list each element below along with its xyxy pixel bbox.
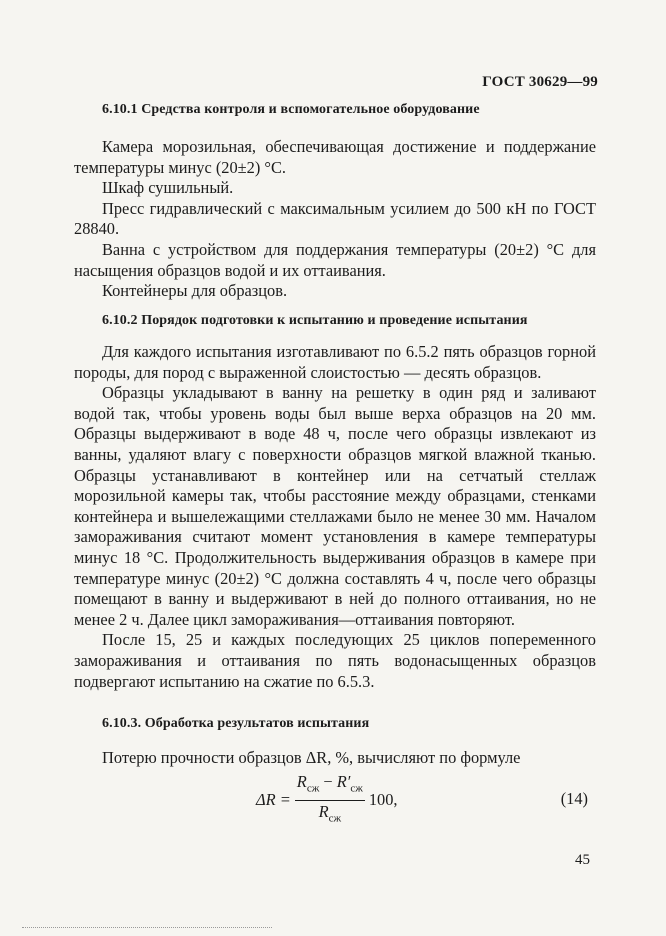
paragraph: Потерю прочности образцов ΔR, %, вычисляют по формуле <box>102 748 521 767</box>
paragraph: Образцы укладывают в ванну на решетку в один ряд и заливают водой так, чтобы уровень воды был выше верха образцов на 20 мм. Образцы выдерживают в воде 48 ч, после чего образцы извлекают из ванны, удаляют влагу с поверхности образцов мягкой влажной тканью. Образцы устанавливают в контейнер или на сетчатый стеллаж морозильной камеры так, чтобы расстояние между образцами, стенками контейнера и вышележащими стеллажами было не менее 30 мм. Началом замораживания считают момент установления в камере температуры минус 18 °С. Продолжительность выдерживания образцов в камере при температуре минус (20±2) °С должна составлять 4 ч, после чего образцы помещают в ванну и выдерживают в ней до полного оттаивания, но не менее 2 ч. Далее цикл замораживания—оттаивания повторяют. <box>74 383 596 629</box>
section-heading-6-10-3: 6.10.3. Обработка результатов испытания <box>102 716 370 731</box>
paragraph: Контейнеры для образцов. <box>102 281 288 301</box>
section-heading-6-10-2: 6.10.2 Порядок подготовки к испытанию и проведение испытания <box>102 313 528 328</box>
formula-numerator <box>295 773 365 800</box>
symbol-r: R <box>296 772 307 792</box>
standard-header: ГОСТ 30629—99 <box>482 74 598 90</box>
formula-expression <box>256 772 398 824</box>
page-number: 45 <box>575 852 590 868</box>
paragraph: Для каждого испытания изготавливают по 6.5.2 пять образцов горной породы, для пород с выраженной слоистостью — десять образцов. <box>74 342 596 382</box>
formula-fraction <box>295 773 365 827</box>
paragraph: Пресс гидравлический с максимальным усилием до 500 кН по ГОСТ 28840. <box>74 198 596 239</box>
minus-sign: − <box>319 772 337 792</box>
paragraph: Ванна с устройством для поддержания температуры (20±2) °С для насыщения образцов водой и их оттаивания. <box>74 239 596 280</box>
formula-intro <box>74 748 596 769</box>
subscript: сж <box>306 782 320 795</box>
section-body-6-10-1 <box>74 137 596 302</box>
formula-denominator <box>319 801 342 827</box>
paragraph: Камера морозильная, обеспечивающая достижение и поддержание температуры минус (20±2) °С. <box>74 137 596 177</box>
formula-factor: 100, <box>368 790 398 809</box>
subscript: сж <box>350 782 363 795</box>
subscript: сж <box>328 811 342 824</box>
symbol-r-prime: R′ <box>336 772 351 792</box>
paragraph: После 15, 25 и каждых последующих 25 циклов попеременного замораживания и оттаивания по пять водонасыщенных образцов подвергают испытанию на сжатие по 6.5.3. <box>74 630 596 691</box>
paragraph: Шкаф сушильный. <box>102 178 234 198</box>
scan-artifact <box>22 927 272 930</box>
equation-number: (14) <box>560 789 588 808</box>
formula-lhs: ΔR = <box>256 790 291 809</box>
section-body-6-10-2 <box>74 342 596 692</box>
formula-14 <box>74 772 596 824</box>
section-heading-6-10-1: 6.10.1 Средства контроля и вспомогательное оборудование <box>102 102 480 117</box>
symbol-r: R <box>318 801 329 821</box>
